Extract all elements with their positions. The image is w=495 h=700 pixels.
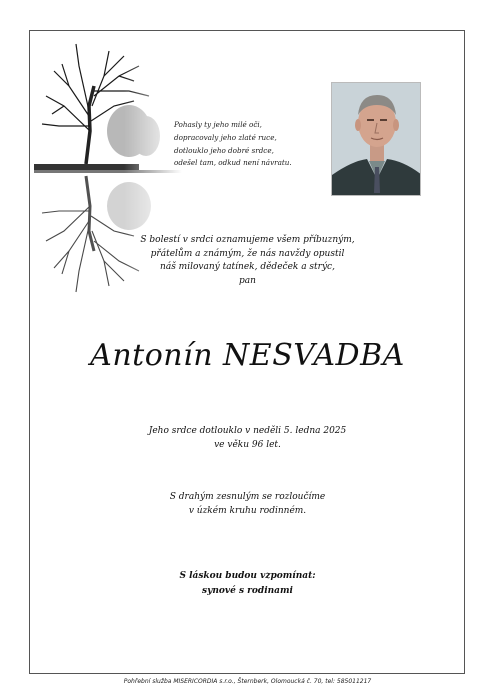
death-notice-line: Jeho srdce dotlouklo v neděli 5. ledna 2025 [148,426,347,436]
portrait-icon [332,83,421,196]
announcement-line: S bolestí v srdci oznamujeme všem příbuzným, [140,235,355,245]
death-notice [0,424,495,452]
farewell-line: S drahým zesnulým se rozloučíme [169,492,326,502]
portrait-photo [331,82,421,196]
announcement [120,234,375,288]
deceased-name: Antonín NESVADBA [90,338,405,373]
announcement-line: náš milovaný tatínek, dědeček a strýc, [160,262,335,272]
announcement-line: pan [239,275,256,286]
death-notice-line: ve věku 96 let. [214,440,281,450]
poem-line: odešel tam, odkud není návratu. [174,158,292,168]
poem-line: Pohasly ty jeho milé oči, [174,120,262,129]
memory-line: S láskou budou vzpomínat: [179,571,316,581]
farewell-line: v úzkém kruhu rodinném. [188,506,307,516]
poem-line: dotlouklo jeho dobré srdce, [174,145,274,155]
farewell-notice [0,490,495,518]
memory-line: synové s rodinami [202,586,293,596]
funeral-service-footer: Pohřební služba MISERICORDIA s.r.o., Šternberk, Olomoucká č. 70, tel: 585011217 [123,678,372,685]
announcement-line: přátelům a známým, že nás navždy opustil [150,248,345,259]
poem-line: dopracovaly jeho zlaté ruce, [174,132,277,142]
memory-signature [0,569,495,599]
poem [174,119,324,170]
